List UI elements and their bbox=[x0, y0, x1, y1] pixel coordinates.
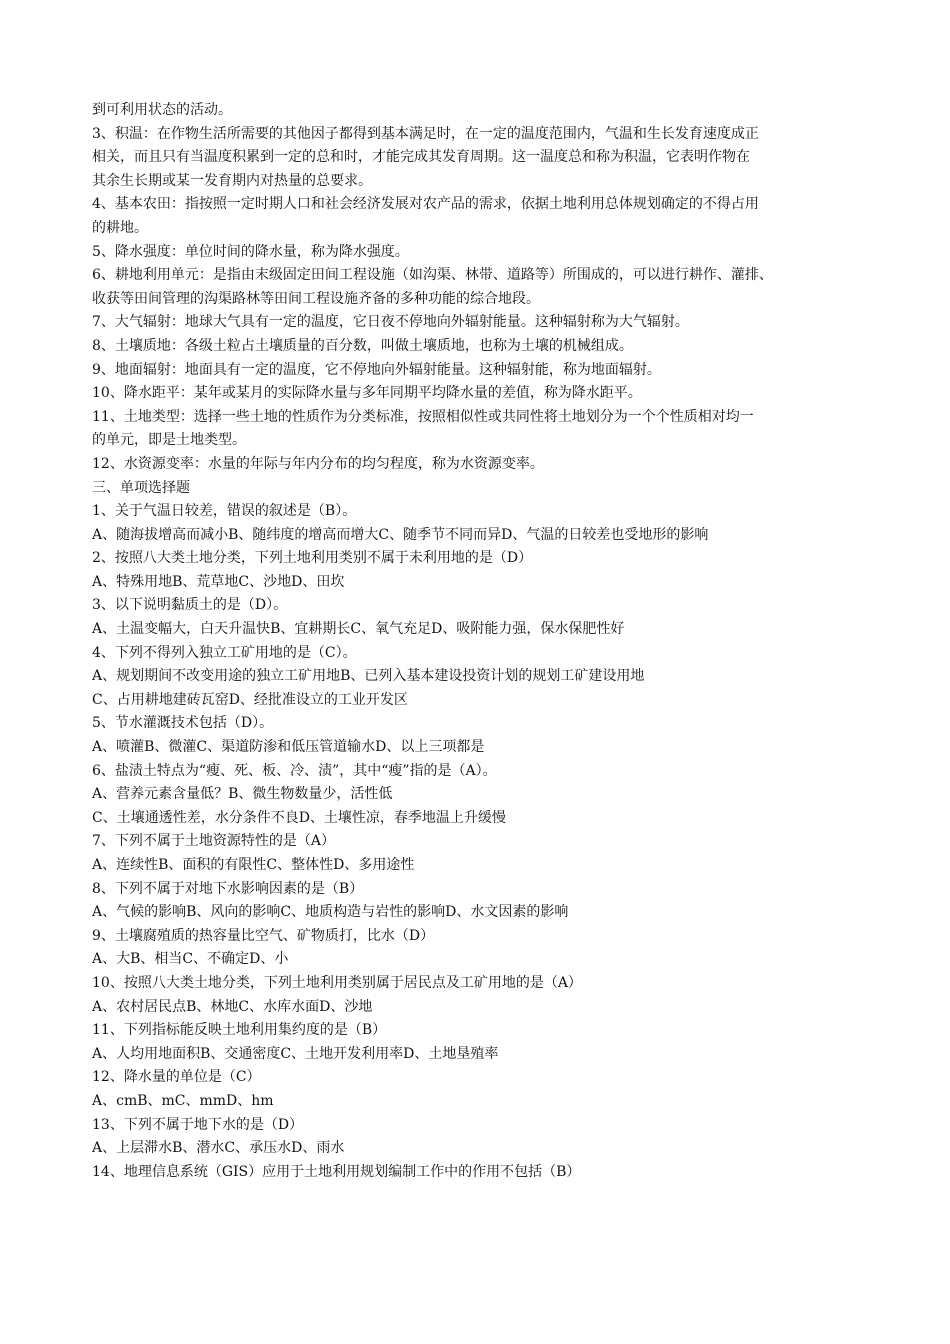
text-line: 4、基本农田：指按照一定时期人口和社会经济发展对农产品的需求，依据土地利用总体规划确定的不得占用 bbox=[92, 196, 759, 213]
text-line: 的单元，即是土地类型。 bbox=[92, 432, 246, 449]
text-line: C、占用耕地建砖瓦窑D、经批准设立的工业开发区 bbox=[92, 691, 408, 708]
text-line: 11、土地类型：选择一些土地的性质作为分类标准，按照相似性或共同性将土地划分为一个个性质相对均一 bbox=[92, 408, 754, 425]
text-line: 10、降水距平：某年或某月的实际降水量与多年同期平均降水量的差值，称为降水距平。 bbox=[92, 385, 642, 402]
text-line: A、土温变幅大，白天升温快B、宜耕期长C、氧气充足D、吸附能力强，保水保肥性好 bbox=[92, 621, 625, 638]
text-line: 4、下列不得列入独立工矿用地的是（C）。 bbox=[92, 644, 357, 661]
text-line: A、cmB、mC、mmD、hm bbox=[92, 1092, 274, 1109]
document-page bbox=[92, 99, 892, 1184]
text-line: A、农村居民点B、林地C、水库水面D、沙地 bbox=[92, 998, 373, 1015]
text-line: 2、按照八大类土地分类，下列土地利用类别不属于未利用地的是（D） bbox=[92, 550, 533, 567]
text-line: 5、降水强度：单位时间的降水量，称为降水强度。 bbox=[92, 243, 409, 260]
text-line: 11、下列指标能反映土地利用集约度的是（B） bbox=[92, 1022, 387, 1039]
text-line: A、人均用地面积B、交通密度C、土地开发利用率D、土地垦殖率 bbox=[92, 1045, 499, 1062]
text-line: A、大B、相当C、不确定D、小 bbox=[92, 951, 289, 968]
text-line: 12、降水量的单位是（C） bbox=[92, 1069, 261, 1086]
text-line: 10、按照八大类土地分类，下列土地利用类别属于居民点及工矿用地的是（A） bbox=[92, 974, 582, 991]
text-line: 9、土壤腐殖质的热容量比空气、矿物质打，比水（D） bbox=[92, 927, 435, 944]
text-line: 13、下列不属于地下水的是（D） bbox=[92, 1116, 304, 1133]
text-line: A、随海拔增高而减小B、随纬度的增高而增大C、随季节不同而异D、气温的日较差也受地形的影响 bbox=[92, 526, 709, 543]
text-line: 7、大气辐射：地球大气具有一定的温度，它日夜不停地向外辐射能量。这种辐射称为大气辐射。 bbox=[92, 314, 689, 331]
text-line: 6、耕地利用单元：是指由末级固定田间工程设施（如沟渠、林带、道路等）所围成的，可以进行耕作、灌排、 bbox=[92, 267, 773, 284]
text-line: 1、关于气温日较差，错误的叙述是（B）。 bbox=[92, 503, 357, 520]
text-line: 8、下列不属于对地下水影响因素的是（B） bbox=[92, 880, 364, 897]
text-line: 3、以下说明黏质土的是（D）。 bbox=[92, 597, 288, 614]
text-line: 三、单项选择题 bbox=[92, 479, 190, 496]
text-line: A、营养元素含量低？B、微生物数量少，活性低 bbox=[92, 786, 393, 803]
text-line: 到可利用状态的活动。 bbox=[92, 102, 232, 118]
text-line: A、上层滞水B、潜水C、承压水D、雨水 bbox=[92, 1140, 345, 1157]
text-line: 5、节水灌溉技术包括（D）。 bbox=[92, 715, 274, 732]
text-line: C、土壤通透性差，水分条件不良D、土壤性凉，春季地温上升缓慢 bbox=[92, 809, 506, 826]
text-line: 7、下列不属于土地资源特性的是（A） bbox=[92, 833, 336, 850]
text-line: 收获等田间管理的沟渠路林等田间工程设施齐备的多种功能的综合地段。 bbox=[92, 290, 540, 307]
text-line: 14、地理信息系统（GIS）应用于土地利用规划编制工作中的作用不包括（B） bbox=[92, 1163, 581, 1180]
text-line: 9、地面辐射：地面具有一定的温度，它不停地向外辐射能量。这种辐射能，称为地面辐射。 bbox=[92, 361, 661, 378]
text-line: 3、积温：在作物生活所需要的其他因子都得到基本满足时，在一定的温度范围内，气温和生长发育速度成正 bbox=[92, 125, 759, 142]
text-line: 8、土壤质地：各级土粒占土壤质量的百分数，叫做土壤质地，也称为土壤的机械组成。 bbox=[92, 337, 633, 354]
text-line: 其余生长期或某一发育期内对热量的总要求。 bbox=[92, 172, 372, 189]
text-line: A、喷灌B、微灌C、渠道防渗和低压管道输水D、以上三项都是 bbox=[92, 739, 485, 756]
text-line: A、气候的影响B、风向的影响C、地质构造与岩性的影响D、水文因素的影响 bbox=[92, 904, 569, 921]
text-line: 的耕地。 bbox=[92, 219, 148, 236]
text-line: 相关，而且只有当温度积累到一定的总和时，才能完成其发育周期。这一温度总和称为积温，它表明作物在 bbox=[92, 149, 750, 166]
text-line: 6、盐渍土特点为“瘦、死、板、冷、渍”，其中“瘦”指的是（A）。 bbox=[92, 762, 497, 779]
text-line: A、规划期间不改变用途的独立工矿用地B、已列入基本建设投资计划的规划工矿建设用地 bbox=[92, 668, 645, 685]
text-line: A、特殊用地B、荒草地C、沙地D、田坎 bbox=[92, 573, 345, 590]
text-line: 12、水资源变率：水量的年际与年内分布的均匀程度，称为水资源变率。 bbox=[92, 455, 544, 472]
text-line: A、连续性B、面积的有限性C、整体性D、多用途性 bbox=[92, 857, 415, 873]
